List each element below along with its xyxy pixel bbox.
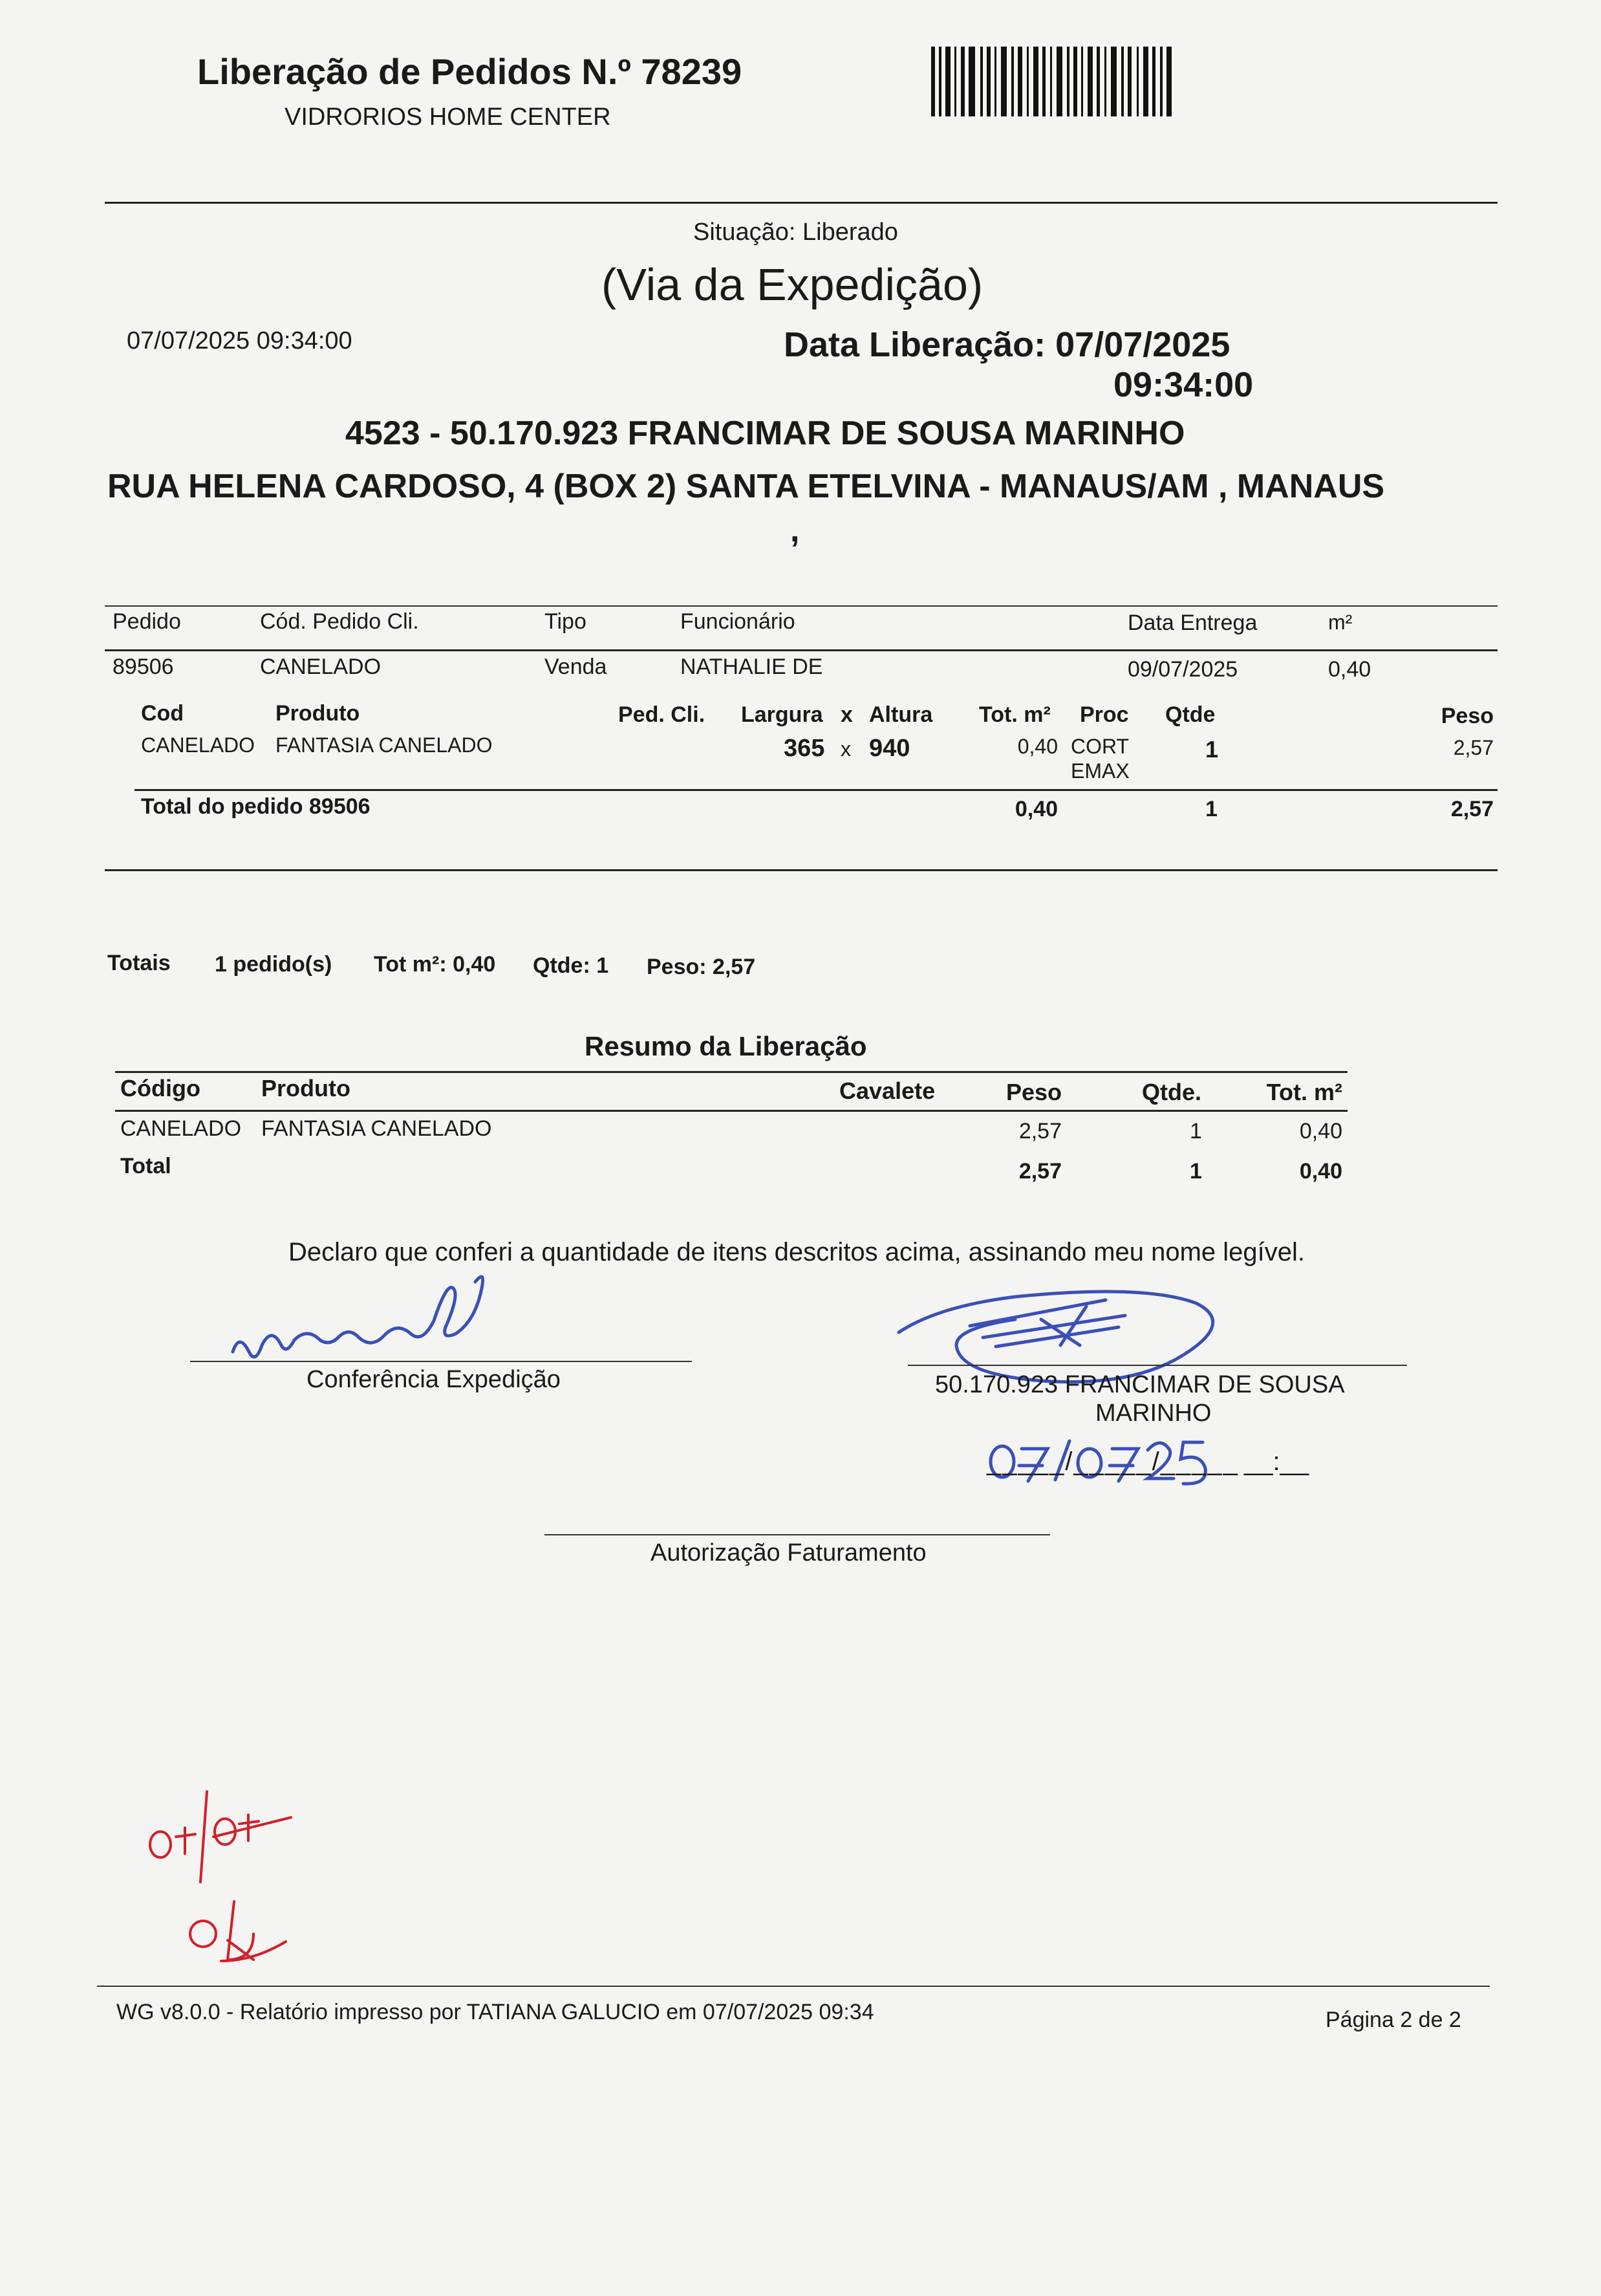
summary-total-peso: 2,57 <box>1018 1159 1062 1184</box>
client-signature-line <box>908 1365 1407 1366</box>
conferencia-line <box>190 1361 692 1362</box>
header-divider <box>105 202 1498 204</box>
summary-qtde: 1 <box>1190 1119 1202 1143</box>
declaration-text: Declaro que conferi a quantidade de itens descritos acima, assinando meu nome legível. <box>288 1238 1306 1266</box>
totals-qtde: Qtde: 1 <box>533 953 609 978</box>
autorizacao-line <box>544 1534 1050 1535</box>
item-qtde: 1 <box>1205 736 1219 763</box>
item-header-altura: Altura <box>869 702 933 727</box>
summary-title: Resumo da Liberação <box>585 1031 867 1061</box>
summary-header-codigo: Código <box>120 1075 200 1101</box>
order-table-header-rule <box>105 649 1498 651</box>
summary-peso: 2,57 <box>1018 1119 1062 1143</box>
order-table-bottom-rule <box>105 869 1498 871</box>
summary-header-produto: Produto <box>261 1075 350 1101</box>
order-table-top-rule <box>105 605 1498 607</box>
via-label: (Via da Expedição) <box>601 259 983 310</box>
col-header-m2: m² <box>1328 611 1353 634</box>
item-header-ped-cli: Ped. Cli. <box>618 702 705 727</box>
order-pedido: 89506 <box>113 655 174 679</box>
client-signature-name-2: MARINHO <box>1095 1400 1212 1427</box>
item-header-tot-m2: Tot. m² <box>979 702 1051 727</box>
printed-datetime: 07/07/2025 09:34:00 <box>127 327 352 354</box>
totals-tot-m2: Tot m²: 0,40 <box>374 952 496 977</box>
red-ok-annotation <box>182 1895 312 1973</box>
summary-header-peso: Peso <box>1006 1079 1062 1105</box>
time-blank: __:__ <box>1244 1447 1309 1476</box>
item-altura: 940 <box>869 735 910 762</box>
red-date-annotation <box>142 1785 310 1882</box>
order-total-rule <box>134 789 1498 791</box>
summary-codigo: CANELADO <box>120 1116 242 1141</box>
item-produto: FANTASIA CANELADO <box>275 733 493 757</box>
summary-top-rule <box>115 1071 1348 1073</box>
col-header-pedido: Pedido <box>113 609 181 634</box>
client-address-tail: , <box>790 512 800 549</box>
summary-tot-m2: 0,40 <box>1299 1119 1342 1143</box>
col-header-funcionario: Funcionário <box>680 609 795 634</box>
item-largura: 365 <box>784 735 825 762</box>
footer-printed-by: WG v8.0.0 - Relatório impresso por TATIANA GALUCIO em 07/07/2025 09:34 <box>116 2000 874 2024</box>
order-total-m2: 0,40 <box>1015 797 1058 821</box>
order-data-entrega: 09/07/2025 <box>1128 657 1238 682</box>
client-address: RUA HELENA CARDOSO, 4 (BOX 2) SANTA ETELVINA - MANAUS/AM , MANAUS <box>107 468 1385 505</box>
release-date: Data Liberação: 07/07/2025 <box>784 325 1230 364</box>
order-m2: 0,40 <box>1328 657 1371 682</box>
status-label: Situação: Liberado <box>693 219 898 246</box>
order-funcionario: NATHALIE DE <box>680 655 823 679</box>
summary-total-label: Total <box>120 1154 171 1178</box>
autorizacao-label: Autorização Faturamento <box>650 1539 927 1566</box>
summary-total-tot-m2: 0,40 <box>1299 1159 1342 1184</box>
item-peso: 2,57 <box>1453 736 1494 759</box>
item-x: x <box>841 737 851 761</box>
item-header-proc: Proc <box>1080 702 1129 727</box>
totals-pedidos: 1 pedido(s) <box>215 952 332 977</box>
footer-rule <box>97 1986 1490 1987</box>
item-proc-2: EMAX <box>1071 759 1130 783</box>
item-tot-m2: 0,40 <box>1017 735 1058 758</box>
item-cod: CANELADO <box>141 733 255 757</box>
item-header-produto: Produto <box>275 701 360 726</box>
date-underline: _____/_____/_____ <box>987 1447 1239 1476</box>
order-cod-cli: CANELADO <box>260 655 381 679</box>
release-time: 09:34:00 <box>1113 365 1254 404</box>
client-line: 4523 - 50.170.923 FRANCIMAR DE SOUSA MARINHO <box>345 415 1185 452</box>
item-header-x: x <box>841 702 853 727</box>
item-header-peso: Peso <box>1441 704 1494 728</box>
client-signature-name-1: 50.170.923 FRANCIMAR DE SOUSA <box>935 1371 1345 1398</box>
barcode <box>931 47 1177 118</box>
conferencia-label: Conferência Expedição <box>306 1366 561 1393</box>
col-header-tipo: Tipo <box>544 609 586 634</box>
conferencia-signature <box>220 1281 582 1371</box>
item-header-largura: Largura <box>741 702 823 727</box>
summary-produto: FANTASIA CANELADO <box>261 1116 492 1141</box>
col-header-data-entrega: Data Entrega <box>1128 611 1258 635</box>
summary-header-tot-m2: Tot. m² <box>1266 1079 1342 1105</box>
summary-header-qtde: Qtde. <box>1142 1079 1202 1105</box>
order-total-label: Total do pedido 89506 <box>141 794 371 819</box>
summary-header-cavalete: Cavalete <box>839 1078 936 1104</box>
item-proc-1: CORT <box>1071 735 1130 758</box>
order-tipo: Venda <box>544 655 607 679</box>
totals-label: Totais <box>107 951 171 975</box>
col-header-cod-cli: Cód. Pedido Cli. <box>260 609 419 634</box>
summary-header-rule <box>115 1110 1348 1112</box>
totals-peso: Peso: 2,57 <box>647 955 756 979</box>
order-total-peso: 2,57 <box>1450 797 1494 821</box>
company-name: VIDRORIOS HOME CENTER <box>285 103 611 131</box>
summary-total-qtde: 1 <box>1190 1159 1202 1184</box>
document-title: Liberação de Pedidos N.º 78239 <box>197 51 742 92</box>
item-header-qtde: Qtde <box>1165 702 1216 727</box>
item-header-cod: Cod <box>141 701 184 726</box>
order-total-qtde: 1 <box>1205 797 1218 821</box>
footer-page: Página 2 de 2 <box>1326 2008 1461 2032</box>
